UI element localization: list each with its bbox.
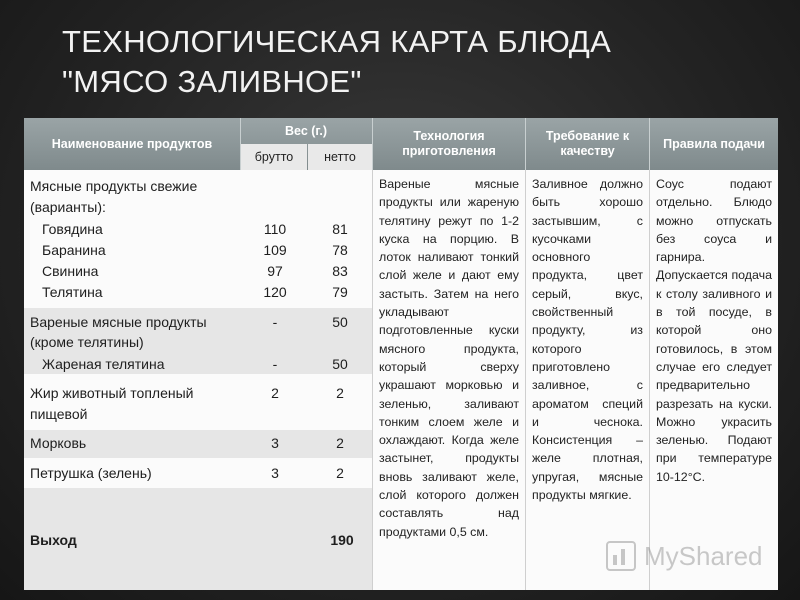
header-technology: Технология приготовления [402, 129, 496, 158]
row-fried-veal-net: 50 [332, 356, 348, 372]
header-quality: Требование к качеству [545, 129, 630, 158]
row-lamb-net: 78 [332, 242, 348, 258]
row-veal-net: 79 [332, 284, 348, 300]
row-fat-net: 2 [336, 385, 344, 401]
row-boiled-gross: - [272, 314, 278, 330]
technology-cell: Вареные мясные продукты или жареную телятину режут по 1-2 куска на порцию. В лоток наливают тонкий слой желе и дают ему застыть. Затем на него укладывают подготовленные куски мясного продукта, который сверху украшают морковью и зеленью, заливают тонким слоем желе и охлаждают. Когда желе застынет, продукты вновь заливают желе, слой которого должен составлять над продуктами 0,5 см. [373, 170, 525, 590]
row-beef-gross: 110 [263, 221, 287, 237]
row-lamb-gross: 109 [263, 242, 287, 258]
row-boiled-net: 50 [332, 314, 348, 330]
row-boiled-name-1: Вареные мясные продукты [30, 314, 207, 330]
chart-logo-icon [606, 541, 636, 571]
row-carrot-name: Морковь [30, 435, 87, 451]
title-line-1: ТЕХНОЛОГИЧЕСКАЯ КАРТА БЛЮДА [62, 24, 612, 59]
row-fat-gross: 2 [271, 385, 279, 401]
row-pork-gross: 97 [267, 263, 283, 279]
row-pork-name: Свинина [42, 263, 99, 279]
table-header [24, 118, 778, 170]
row-veal-gross: 120 [263, 284, 287, 300]
title-line-2: "МЯСО ЗАЛИВНОЕ" [62, 64, 362, 99]
row-output-net: 190 [330, 532, 354, 548]
fresh-meat-title: Мясные продукты свежие (варианты): [30, 178, 198, 215]
serving-cell: Соус подают отдельно. Блюдо можно отпускать без соуса и гарнира. Допускается подача к столу заливного и в той посуде, в которой оно готовилось, в этом случае его следует предварительно разрезать на куски. Можно украсить зеленью. Подают при температуре 10-12°С. [650, 170, 778, 590]
watermark [606, 538, 763, 574]
header-name: Наименование продуктов [51, 136, 213, 151]
header-serving: Правила подачи [663, 136, 765, 151]
row-lamb-name: Баранина [42, 242, 106, 258]
slide-title [62, 22, 762, 102]
row-beef-net: 81 [332, 221, 348, 237]
recipe-table [24, 118, 778, 590]
row-boiled-name-2: (кроме телятины) [30, 334, 144, 350]
watermark-text: MyShared [644, 540, 763, 571]
row-fried-veal-name: Жареная телятина [42, 356, 165, 372]
row-fat-name-1: Жир животный топленый [30, 385, 194, 401]
row-fat-name-2: пищевой [30, 406, 88, 422]
row-veal-name: Телятина [42, 284, 103, 300]
row-output-name: Выход [30, 532, 77, 548]
row-carrot-gross: 3 [271, 435, 279, 451]
row-parsley-net: 2 [336, 465, 344, 481]
row-carrot-net: 2 [336, 435, 344, 451]
header-gross: брутто [241, 144, 307, 170]
header-net: нетто [308, 144, 372, 170]
row-beef-name: Говядина [42, 221, 103, 237]
row-pork-net: 83 [332, 263, 348, 279]
quality-cell: Заливное должно быть хорошо застывшим, с кусочками основного продукта, цвет серый, вкус, свойственный продукту, из которого приготовлено заливное, с ароматом специй и чеснока. Консистенция – желе плотная, упругая, мясные продукты мягкие. [526, 170, 649, 590]
row-parsley-name: Петрушка (зелень) [30, 465, 152, 481]
row-parsley-gross: 3 [271, 465, 279, 481]
row-fried-veal-gross: - [272, 356, 278, 372]
header-weight: Вес (г.) [285, 123, 327, 138]
